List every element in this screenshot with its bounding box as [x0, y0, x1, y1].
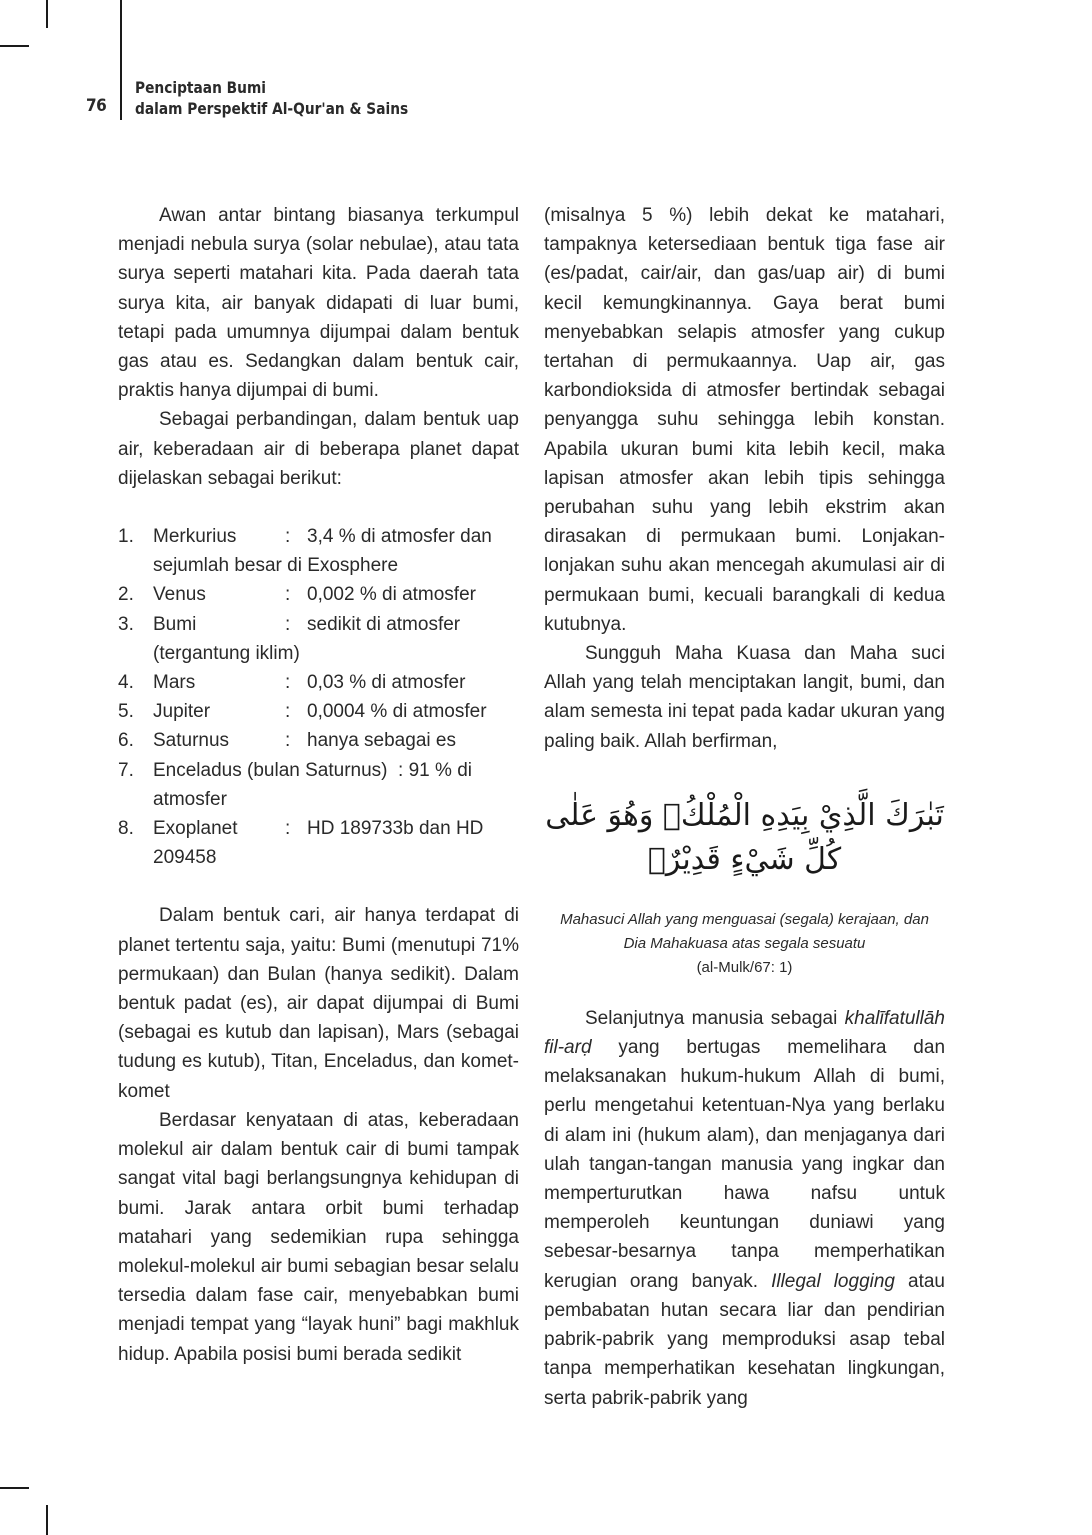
crop-mark-bottom-vertical — [46, 1505, 48, 1535]
planet-name: Mars — [153, 672, 196, 694]
list-number: 3. — [118, 613, 134, 635]
planet-value: HD 189733b dan HD 209458 — [153, 818, 484, 869]
right-column — [544, 201, 945, 1413]
list-number: 5. — [118, 701, 134, 723]
list-item: 7. Enceladus (bulan Saturnus) : 91 % di atmosfer — [118, 756, 519, 814]
header-divider-rule — [120, 0, 122, 120]
page-number: 76 — [86, 96, 107, 116]
paragraph: Sungguh Maha Kuasa dan Maha suci Allah yang telah menciptakan langit, bumi, dan alam semesta ini tepat pada kadar ukuran yang paling baik. Allah berfirman, — [544, 643, 945, 752]
planet-name: Jupiter — [153, 701, 211, 723]
list-item: 2. Venus : 0,002 % di atmosfer — [118, 580, 519, 609]
planet-value: 91 % di atmosfer — [153, 759, 472, 810]
quran-verse-arabic: تَبٰرَكَ الَّذِيْ بِيَدِهِ الْمُلْكُۖ وَهُوَ عَلٰى كُلِّ شَيْءٍ قَدِيْرٌۙ — [545, 797, 944, 877]
paragraph: Berdasar kenyataan di atas, keberadaan molekul air dalam bentuk cair di bumi tampak sangat vital bagi berlangsungnya kehidupan di bumi. Jarak antara orbit bumi terhadap matahari yang sedemikian rupa sehingga molekul-molekul air bumi sebagian besar selalu tersedia dalam fase cair, menyebabkan bumi menjadi tempat yang “layak huni” bagi makhluk hidup. Apabila posisi bumi berada sedikit — [118, 1109, 519, 1365]
planet-value: 3,4 % di atmosfer dan sejumlah besar di Exosphere — [153, 526, 492, 577]
list-number: 1. — [118, 526, 134, 548]
list-item: 3. Bumi : sedikit di atmosfer (tergantung iklim) — [118, 610, 519, 668]
running-header-subtitle: dalam Perspektif Al-Qur'an & Sains — [135, 99, 409, 118]
text-run: yang bertugas memelihara dan melaksanakan hukum-hukum Allah di bumi, perlu mengetahui ketentuan-Nya yang berlaku di alam ini (hukum alam), dan menjaganya dari ulah tangan-tangan manusia yang ingkar dan memperturutkan hawa nafsu untuk memperoleh keuntungan duniawi yang sebesar-besarnya tanpa memperhatikan kerugian orang banyak. — [544, 1037, 946, 1292]
paragraph: (misalnya 5 %) lebih dekat ke matahari, tampaknya ketersediaan bentuk tiga fase air (es/padat, cair/air, dan gas/uap air) di bumi kecil kemungkinannya. Gaya berat bumi menyebabkan selapis atmosfer yang cukup tertahan di permukaannya. Uap air, gas karbondioksida di atmosfer bertindak sebagai penyangga suhu sehingga lebih konstan. Apabila ukuran bumi kita lebih kecil, maka lapisan atmosfer akan lebih tipis sehingga perubahan suhu yang lebih ekstrim akan dirasakan di permukaan bumi. Lonjakan-lonjakan suhu akan mencegah akumulasi air di permukaan bumi, kecuali barangkali di kedua kutubnya. — [544, 205, 945, 635]
crop-mark-bottom-horizontal — [0, 1487, 29, 1489]
crop-mark-top-vertical — [46, 0, 48, 28]
running-header — [135, 77, 408, 119]
list-item: 1. Merkurius : 3,4 % di atmosfer dan sejumlah besar di Exosphere — [118, 522, 519, 580]
list-item: 4. Mars : 0,03 % di atmosfer — [118, 668, 519, 697]
verse-reference: (al-Mulk/67: 1) — [696, 958, 793, 976]
list-item: 5. Jupiter : 0,0004 % di atmosfer — [118, 697, 519, 726]
paragraph: Sebagai perbandingan, dalam bentuk uap air, keberadaan air di beberapa planet dapat dijelaskan sebagai berikut: — [118, 409, 519, 489]
list-number: 8. — [118, 818, 134, 840]
left-column — [118, 201, 519, 1369]
planet-value: 0,03 % di atmosfer — [307, 672, 466, 694]
planet-name: Merkurius — [153, 526, 237, 548]
list-number: 2. — [118, 584, 134, 606]
verse-translation-line: Mahasuci Allah yang menguasai (segala) kerajaan, dan — [560, 910, 929, 928]
planet-name: Venus — [153, 584, 206, 606]
verse-translation — [544, 908, 945, 956]
paragraph — [544, 1004, 945, 1413]
text-run: Selanjutnya manusia sebagai — [585, 1007, 838, 1029]
list-item: 6. Saturnus : hanya sebagai es — [118, 726, 519, 755]
planet-value: 0,002 % di atmosfer — [307, 584, 476, 606]
planet-name: Bumi — [153, 613, 197, 635]
text-run: atau pembabatan hutan secara liar dan pendirian pabrik-pabrik yang memproduksi asap tebal tanpa memperhatikan kesehatan lingkungan, serta pabrik-pabrik yang — [544, 1270, 945, 1409]
running-header-title: Penciptaan Bumi — [135, 78, 267, 97]
list-number: 7. — [118, 759, 134, 781]
verse-translation-line: Dia Mahakuasa atas segala sesuatu — [623, 934, 866, 952]
list-number: 6. — [118, 730, 134, 752]
planet-name: Exoplanet — [153, 818, 238, 840]
list-number: 4. — [118, 672, 134, 694]
crop-mark-top-horizontal — [0, 45, 29, 47]
planet-name: Saturnus — [153, 730, 230, 752]
planet-name: Enceladus (bulan Saturnus) — [153, 759, 388, 781]
italic-term: Illegal logging — [771, 1270, 895, 1292]
planet-value: hanya sebagai es — [307, 730, 456, 752]
list-item: 8. Exoplanet : HD 189733b dan HD 209458 — [118, 814, 519, 872]
planet-value: 0,0004 % di atmosfer — [307, 701, 487, 723]
italic-term: khalīfatullāh fil-arḍ — [544, 1007, 945, 1059]
paragraph: Dalam bentuk cari, air hanya terdapat di planet tertentu saja, yaitu: Bumi (menutupi 71% permukaan) dan Bulan (hanya sedikit). Dalam bentuk padat (es), air dapat dijumpai di Bumi (sebagai es kutub dan lapisan), Mars (sebagai tudung es kutub), Titan, Enceladus, dan komet-komet — [118, 905, 519, 1102]
planet-water-list — [118, 522, 519, 872]
paragraph: Awan antar bintang biasanya terkumpul menjadi nebula surya (solar nebulae), atau tata surya seperti matahari kita. Pada daerah tata surya kita, air banyak didapati di luar bumi, tetapi pada umumnya dijumpai dalam bentuk gas atau es. Sedangkan dalam bentuk cair, praktis hanya dijumpai di bumi. — [118, 205, 519, 402]
planet-value: sedikit di atmosfer (tergantung iklim) — [153, 613, 461, 664]
